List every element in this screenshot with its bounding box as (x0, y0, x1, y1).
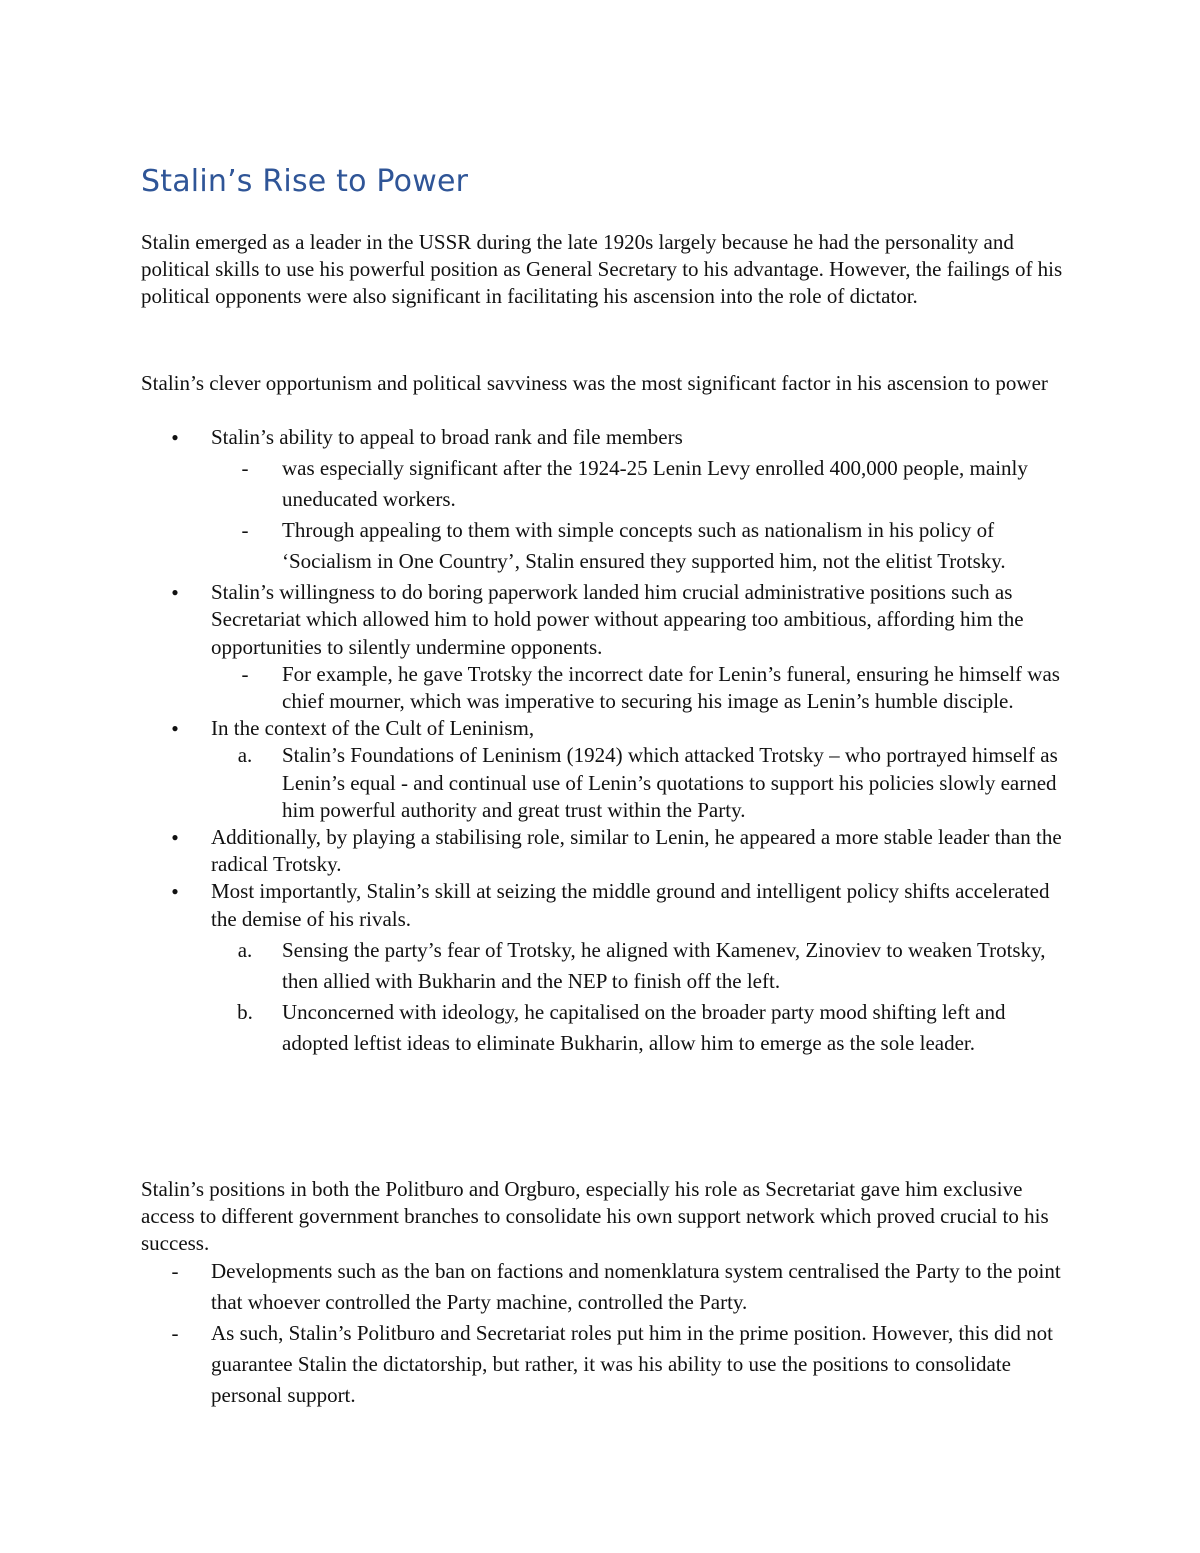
sub-list-item (141, 997, 1076, 1059)
list-item (141, 878, 1076, 1058)
sub-list (211, 742, 1076, 824)
dash-marker: - (171, 1321, 179, 1345)
dash-marker: - (241, 456, 249, 481)
sub-list (211, 935, 1076, 1059)
list-item (141, 579, 1076, 715)
section2-dash-list (141, 1256, 1076, 1411)
sub-list-item (141, 661, 1076, 715)
dash-marker: - (171, 1259, 179, 1283)
bullet-marker: ● (171, 830, 179, 845)
intro-paragraph: Stalin emerged as a leader in the USSR during the late 1920s largely because he had the personality and political skills to use his powerful position as General Secretary to his advantage. However, the failings of his political opponents were also significant in facilitating his ascension into the role of dictator. (141, 230, 1063, 309)
sub-item-text: Unconcerned with ideology, he capitalised on the broader party mood shifting left and adopted leftist ideas to eliminate Bukharin, allow him to emerge as the sole leader. (282, 999, 1006, 1055)
bullet-text: Stalin’s ability to appeal to broad rank and file members (211, 425, 683, 449)
list-item (141, 1256, 1076, 1318)
bullet-text: Additionally, by playing a stabilising role, similar to Lenin, he appeared a more stable leader than the radical Trotsky. (211, 825, 1062, 877)
bullet-marker: ● (171, 884, 179, 899)
bullet-text: Stalin’s willingness to do boring paperwork landed him crucial administrative positions such as Secretariat which allowed him to hold power without appearing too ambitious, affording him the opportunities to silently undermine opponents. (211, 580, 1024, 659)
letter-marker: a. (237, 743, 253, 768)
sub-list (211, 661, 1076, 715)
sub-item-text: Sensing the party’s fear of Trotsky, he aligned with Kamenev, Zinoviev to weaken Trotsky, then allied with Bukharin and the NEP to finish off the left. (282, 937, 1046, 993)
letter-marker: b. (237, 999, 253, 1024)
list-item (141, 424, 1076, 577)
bullet-marker: ● (171, 430, 179, 444)
bullet-text: Most importantly, Stalin’s skill at seizing the middle ground and intelligent policy shifts accelerated the demise of his rivals. (211, 879, 1050, 931)
sub-list-item (141, 515, 1076, 577)
bullet-marker: ● (171, 721, 179, 736)
bullet-text: In the context of the Cult of Leninism, (211, 716, 535, 741)
sub-item-text: was especially significant after the 1924-25 Lenin Levy enrolled 400,000 people, mainly uneducated workers. (282, 456, 1028, 512)
sub-item-text: For example, he gave Trotsky the incorrect date for Lenin’s funeral, ensuring he himself was chief mourner, which was imperative to securing his image as Lenin’s humble disciple. (282, 661, 1060, 714)
dash-marker: - (241, 518, 249, 543)
sub-list (211, 453, 1076, 577)
section1-bullet-list (141, 424, 1076, 1059)
page-title: Stalin’s Rise to Power (141, 164, 469, 199)
sub-list-item (141, 453, 1076, 515)
list-item (141, 715, 1076, 824)
bullet-marker: ● (171, 585, 179, 600)
sub-list-item (141, 935, 1076, 997)
section1-lead: Stalin’s clever opportunism and political savviness was the most significant factor in his ascension to power (141, 371, 1048, 395)
dash-marker: - (241, 661, 249, 686)
letter-marker: a. (237, 937, 253, 962)
list-item-text: Developments such as the ban on factions and nomenklatura system centralised the Party to the point that whoever controlled the Party machine, controlled the Party. (211, 1259, 1061, 1314)
section2-lead: Stalin’s positions in both the Politburo and Orgburo, especially his role as Secretariat gave him exclusive access to different government branches to consolidate his own support network which proved crucial to his success. (141, 1177, 1049, 1256)
list-item (141, 1318, 1076, 1411)
sub-item-text: Stalin’s Foundations of Leninism (1924) which attacked Trotsky – who portrayed himself as Lenin’s equal - and continual use of Lenin’s quotations to support his policies slowly earned him powerful authority and great trust within the Party. (282, 743, 1058, 822)
sub-list-item (141, 742, 1076, 824)
list-item-text: As such, Stalin’s Politburo and Secretariat roles put him in the prime position. However, this did not guarantee Stalin the dictatorship, but rather, it was his ability to use the positions to consolidate personal support. (211, 1321, 1053, 1407)
list-item (141, 824, 1076, 878)
sub-item-text: Through appealing to them with simple concepts such as nationalism in his policy of ‘Socialism in One Country’, Stalin ensured they supported him, not the elitist Trotsky. (282, 518, 1006, 574)
